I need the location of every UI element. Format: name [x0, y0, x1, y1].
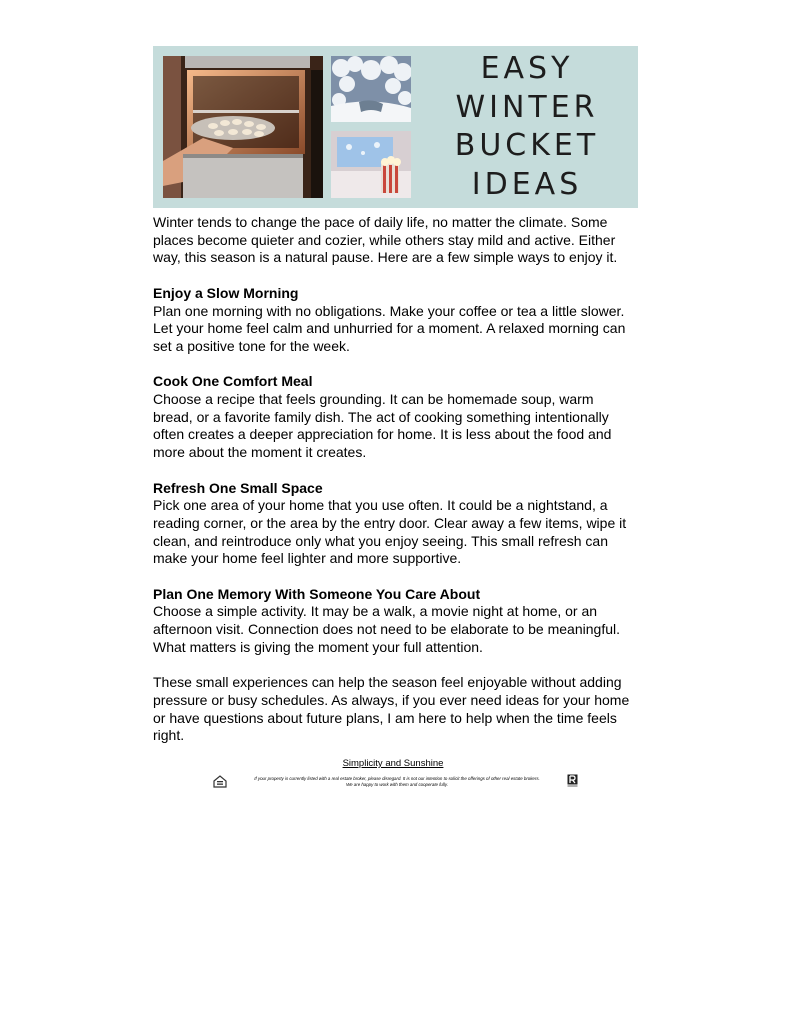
- section-heading: Plan One Memory With Someone You Care About: [153, 585, 481, 602]
- section-small-space: [153, 480, 633, 569]
- section-comfort-meal: [153, 373, 633, 462]
- article-body: [153, 214, 633, 773]
- disclaimer-text: [231, 776, 563, 787]
- section-body: Choose a simple activity. It may be a walk, a movie night at home, or an afternoon visit. Connection does not need to be elaborate to be meaningful. What matters is giving the moment your full attention.: [153, 603, 620, 655]
- section-body: Choose a recipe that feels grounding. It can be homemade soup, warm bread, or a favorite family dish. The act of cooking something intentionally often creates a deeper appreciation for home. It is less about the food and more about the moment it creates.: [153, 391, 612, 461]
- banner-title-line-4: IDEAS: [471, 166, 583, 202]
- section-body: Plan one morning with no obligations. Make your coffee or tea a little slower. Let your home feel calm and unhurried for a moment. A relaxed morning can set a positive tone for the week.: [153, 302, 626, 354]
- signoff: Simplicity and Sunshine: [342, 758, 444, 770]
- snowy-trees-photo: [331, 56, 411, 122]
- equal-housing-icon: [213, 775, 227, 788]
- banner-title: [421, 50, 633, 204]
- section-heading: Cook One Comfort Meal: [153, 373, 313, 390]
- disclaimer-footer: [213, 774, 578, 792]
- disclaimer-line-1: If your property is currently listed with a real estate broker, please disregard. It is not our intention to solicit the offerings of other real estate brokers.: [254, 776, 540, 781]
- realtor-icon: [567, 774, 578, 788]
- newsletter-page: [153, 46, 638, 787]
- section-body: Pick one area of your home that you use often. It could be a nightstand, a reading corner, or the area by the entry door. Clear away a few items, wipe it clean, and reintroduce only what you enjoy seeing. This small refresh can make your home feel lighter and more supportive.: [153, 497, 627, 567]
- section-slow-morning: [153, 285, 633, 356]
- banner-title-line-3: BUCKET: [454, 128, 600, 164]
- section-heading: Enjoy a Slow Morning: [153, 284, 299, 301]
- disclaimer-line-2: We are happy to work with them and cooperate fully.: [346, 781, 448, 787]
- banner-title-line-2: WINTER: [455, 89, 599, 125]
- movie-night-photo: [331, 131, 411, 198]
- closing-paragraph: These small experiences can help the season feel enjoyable without adding pressure or busy schedules. As always, if you ever need ideas for your home or have questions about future plans, I am here to help when the time feels right.: [153, 674, 630, 744]
- oven-baking-photo: [163, 56, 323, 198]
- intro-paragraph: Winter tends to change the pace of daily life, no matter the climate. Some places become quieter and cozier, while others stay mild and active. Either way, this season is a natural pause. Here are a few simple ways to enjoy it.: [153, 214, 618, 266]
- banner-title-line-1: EASY: [480, 51, 574, 87]
- section-heading: Refresh One Small Space: [153, 479, 323, 496]
- header-banner: [153, 46, 638, 208]
- section-memory: [153, 586, 633, 657]
